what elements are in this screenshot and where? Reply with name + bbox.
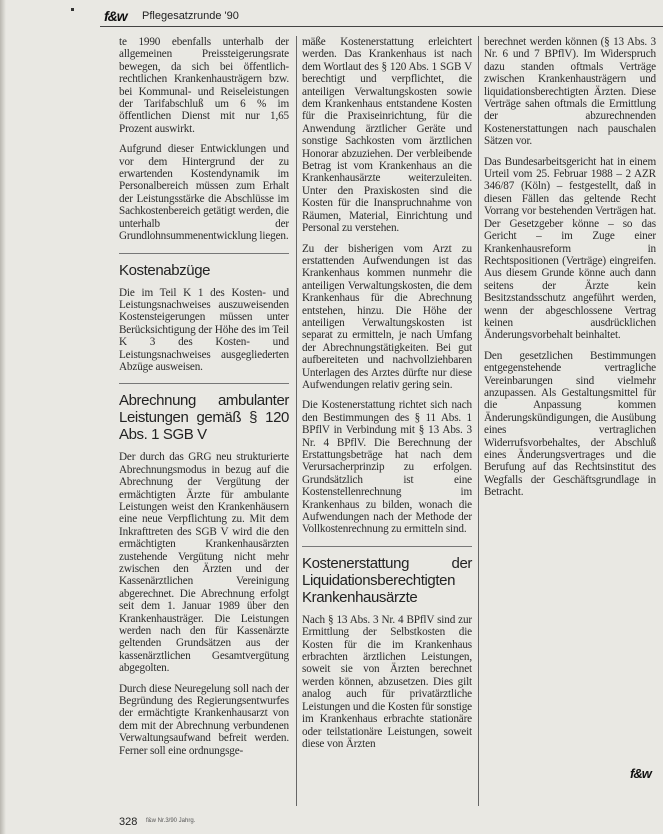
paragraph: Die Kostenerstattung richtet sich nach den Bestimmungen des § 11 Abs. 1 BPflV in Verbindung mit § 13 Abs. 3 Nr. 4 BPflV. Die Berechnung der Erstattungsbeträge hat nach dem Verursacherprinzip zu erfolgen. Grundsätzlich ist eine Kostenstellenrechnung im Krankenhaus zu bilden, wonach die Aufwendungen nach der Methode der Vollkostenrechnung zu ermitteln sind. xyxy=(302,399,472,536)
paragraph: Das Bundesarbeitsgericht hat in einem Urteil vom 25. Februar 1988 – 2 AZR 346/87 (Köln) – festgestellt, daß in diesen Fällen das geltende Recht Vorrang vor bestehenden Verträgen hat. Der Gesetzgeber könne – so das Gericht – im Zuge einer Krankenhausreform in Rechtspositionen (Verträge) eingreifen. Aus diesem Grunde könne auch dann seitens der Ärzte kein Besitzstandsschutz angeführt werden, wenn der abgeschlossene Vertrag keinen ausdrücklichen Änderungsvorbehalt beinhaltet. xyxy=(484,155,656,342)
page-header xyxy=(100,6,663,26)
section-heading: Kostenerstattung der Liquidationsberechtigten Krankenhausärzte xyxy=(302,554,472,606)
section-divider xyxy=(119,383,289,384)
paragraph: Zu der bisherigen vom Arzt zu erstattenden Aufwendungen ist das Krankenhaus kommen nunmehr die anteiligen Verwaltungskosten, die dem Krankenhaus für die Abrechnung entstehen, hinzu. Die Höhe der anteiligen Verwaltungskosten ist separat zu ermitteln, je nach Umfang der Abrechnungstätigkeiten. Bei gut aufbereiteten und nachvollziehbaren Unterlagen des Arztes dürfte nur diese Aufwendungen relativ gering sein. xyxy=(302,242,472,391)
paragraph: Aufgrund dieser Entwicklungen und vor dem Hintergrund der zu erwartenden Kostendynamik im Personalbereich müssen zum Erhalt der Leistungsstärke die Abschlüsse im Sachkostenbereich getätigt werden, die unterhalb der Grundlohnsummenentwicklung liegen. xyxy=(119,143,289,243)
paragraph: Nach § 13 Abs. 3 Nr. 4 BPflV sind zur Ermittlung der Selbstkosten die Kosten für die im Krankenhaus erbrachten ärztlichen Leistungen, soweit sie von Ärzten berechnet werden können, abzusetzen. Dies gilt analog auch für privatärztliche Leistungen und die Kosten für sonstige im Krankenhaus erbrachte stationäre oder teilstationäre Leistungen, soweit diese von Ärzten xyxy=(302,613,472,750)
paragraph: mäße Kostenerstattung erleichtert werden. Das Krankenhaus ist nach dem Wortlaut des § 120 Abs. 1 SGB V berechtigt und verpflichtet, die anteiligen Verwaltungskosten sowie dem Krankenhaus entstandene Kosten für die Praxiseinrichtung, für die Anwendung ärztlicher Geräte und sonstige Sachkosten vom ärztlichen Honorar abzuziehen. Der verbleibende Betrag ist vom Krankenhaus an die Krankenhausärzte weiterzuleiten. Unter den Praxiskosten sind die Kosten für die Inanspruchnahme von Räumen, Material, Einrichtung und Personal zu verstehen. xyxy=(302,36,472,235)
footer-source: f&w Nr.3/90 Jahrg. xyxy=(146,818,196,824)
column-separator xyxy=(296,36,297,806)
column-1 xyxy=(119,36,289,765)
section-heading: Abrechnung ambulanter Leistungen gemäß § 120 Abs. 1 SGB V xyxy=(119,392,289,444)
page-mark xyxy=(71,8,74,11)
section-heading: Kostenabzüge xyxy=(119,261,211,279)
journal-logo: f&w xyxy=(104,8,127,24)
header-title: Pflegesatzrunde '90 xyxy=(142,10,239,22)
column-separator xyxy=(478,36,479,806)
paragraph: berechnet werden können (§ 13 Abs. 3 Nr. 6 und 7 BPflV). Im Widerspruch dazu standen oftmals Verträge zwischen Krankenhausträgern und liquidationsberechtigten Ärzten. Diese Verträge sahen oftmals die Ermittlung der abzurechnenden Kostenerstattungen nach pauschalen Sätzen vor. xyxy=(484,36,656,148)
section-divider xyxy=(119,253,289,254)
paragraph: te 1990 ebenfalls unterhalb der allgemeinen Preissteigerungsrate bewegen, da sich bei öffentlich-rechtlichen Krankenhausträgern bzw. bei Kommunal- und Reiseleistungen der Tarifabschluß um 6 % im öffentlichen Dienst mit nur 1,65 Prozent auswirkt. xyxy=(119,36,289,135)
paragraph: Der durch das GRG neu strukturierte Abrechnungsmodus in bezug auf die Abrechnung der Vergütung der ermächtigten Ärzte für ambulante Leistungen weist den Krankenhäusern eine neue Verpflichtung zu. Mit dem Inkrafttreten des SGB V wird die den ermächtigten Krankenhausärzten zustehende Vergütung nicht mehr zwischen den Ärzten und der Kassenärztlichen Vereinigung abgerechnet. Die Abrechnung erfolgt seit dem 1. Januar 1989 über den Krankenhausträger. Die Leistungen werden nach den für Kassenärzte geltenden Grundsätzen aus der kassenärztlichen Gesamtvergütung abgegolten. xyxy=(119,451,289,675)
column-2 xyxy=(302,36,472,758)
paragraph: Durch diese Neuregelung soll nach der Begründung des Regierungsentwurfes der ermächtigte Krankenhausarzt von dem mit der Abrechnung verbundenen Verwaltungsaufwand befreit werden. Ferner soll eine ordnungsge- xyxy=(119,682,289,757)
paragraph: Den gesetzlichen Bestimmungen entgegenstehende vertragliche Vereinbarungen sind vielmehr anzupassen. Als Gestaltungsmittel für die Anpassung kommen Änderungskündigungen, die Ausübung eines vertraglichen Widerrufsvorbehaltes, der Abschluß eines Änderungsvertrages und die Berufung auf das Rechtsinstitut des Wegfalls der Geschäftsgrundlage in Betracht. xyxy=(484,349,656,499)
paragraph: Die im Teil K 1 des Kosten- und Leistungsnachweises auszuweisenden Kostensteigerungen müssen unter Berücksichtigung der Höhe des im Teil K 3 des Kosten- und Leistungsnachweises ausgegliederten Abzüge ausweisen. xyxy=(119,286,289,373)
footer-logo: f&w xyxy=(630,766,651,781)
column-3 xyxy=(484,36,656,536)
page-number: 328 xyxy=(119,816,138,828)
page-spine-shadow xyxy=(0,0,6,834)
section-divider xyxy=(302,546,472,547)
header-rule xyxy=(100,26,663,27)
